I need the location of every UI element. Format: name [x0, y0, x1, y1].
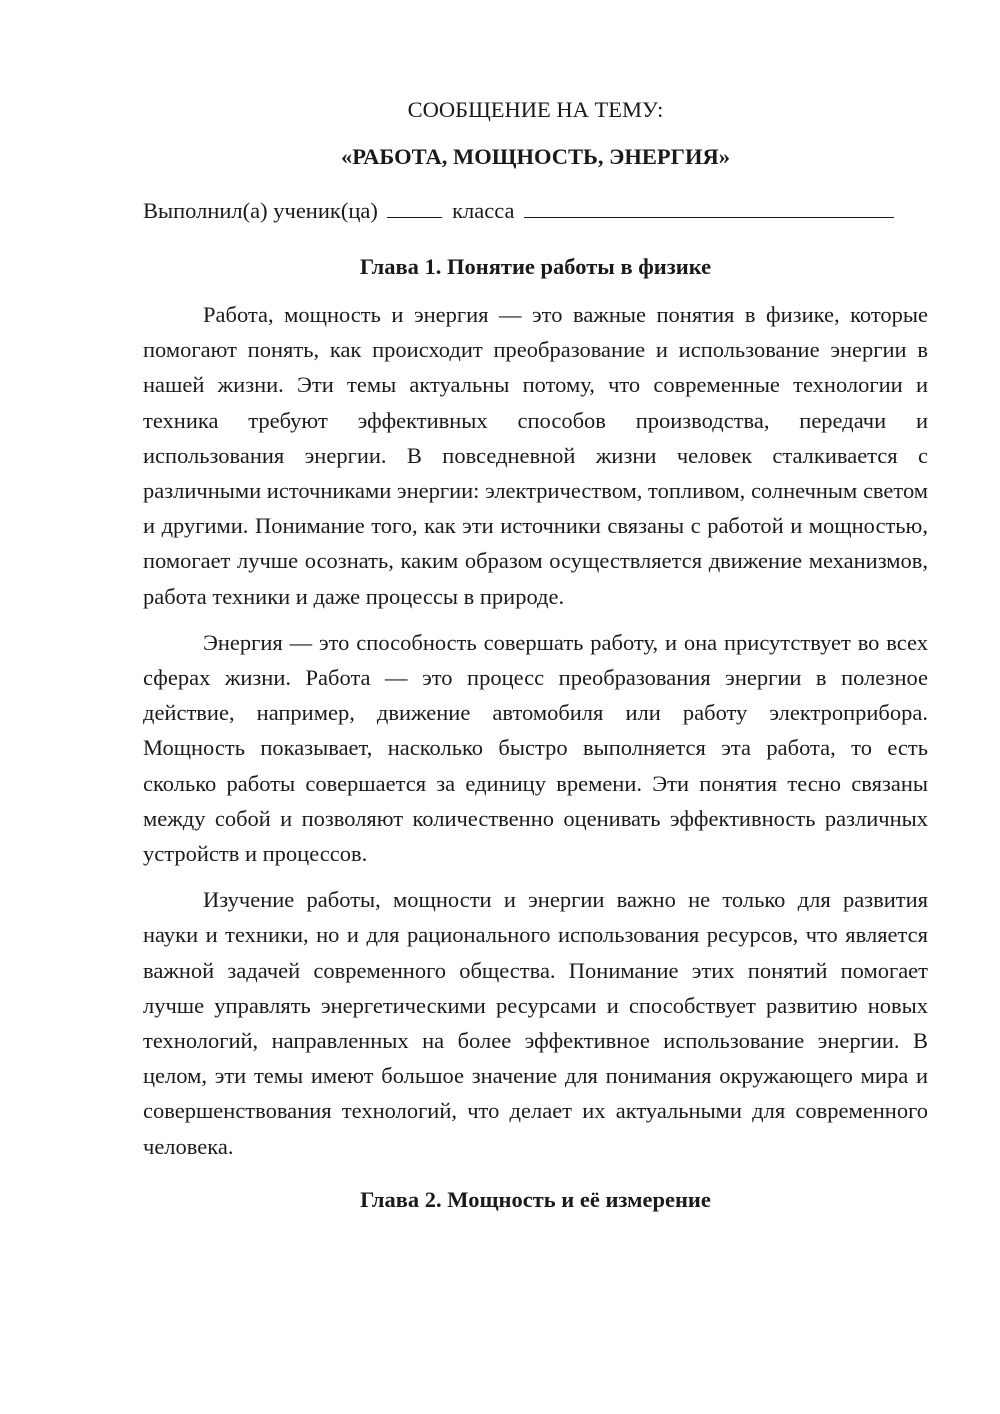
paragraph-2: Энергия — это способность совершать работу, и она присутствует во всех сферах жизни. Работа — это процесс преобразования энергии в полезное действие, например, движение автомобиля или работу электроприбора. Мощность показывает, насколько быстро выполняется эта работа, то есть сколько работы совершается за единицу времени. Эти понятия тесно связаны между собой и позволяют количественно оценивать эффективность различных устройств и процессов.: [143, 629, 928, 867]
class-label: класса: [452, 198, 515, 223]
performer-line: [143, 193, 928, 228]
performer-label: Выполнил(а) ученик(ца): [143, 198, 378, 223]
document-page: [143, 92, 928, 1217]
name-blank-field: [524, 195, 894, 218]
grade-blank-field: [387, 195, 442, 218]
paragraph-3: Изучение работы, мощности и энергии важно не только для развития науки и техники, но и для рационального использования ресурсов, что является важной задачей современного общества. Понимание этих понятий помогает лучше управлять энергетическими ресурсами и способствует развитию новых технологий, направленных на более эффективное использование энергии. В целом, эти темы имеют большое значение для понимания окружающего мира и совершенствования технологий, что делает их актуальными для современного человека.: [143, 887, 928, 1159]
document-title-line-1: СООБЩЕНИЕ НА ТЕМУ:: [407, 97, 664, 122]
chapter-2-heading: Глава 2. Мощность и её измерение: [360, 1186, 711, 1212]
paragraph-1: Работа, мощность и энергия — это важные понятия в физике, которые помогают понять, как происходит преобразование и использование энергии в нашей жизни. Эти темы актуальны потому, что современные технологии и техника требуют эффективных способов производства, передачи и использования энергии. В повседневной жизни человек сталкивается с различными источниками энергии: электричеством, топливом, солнечным светом и другими. Понимание того, как эти источники связаны с работой и мощностью, помогает лучше осознать, каким образом осуществляется движение механизмов, работа техники и даже процессы в природе.: [143, 302, 928, 609]
document-title-topic: «РАБОТА, МОЩНОСТЬ, ЭНЕРГИЯ»: [341, 144, 730, 169]
chapter-1-heading: Глава 1. Понятие работы в физике: [359, 254, 712, 279]
